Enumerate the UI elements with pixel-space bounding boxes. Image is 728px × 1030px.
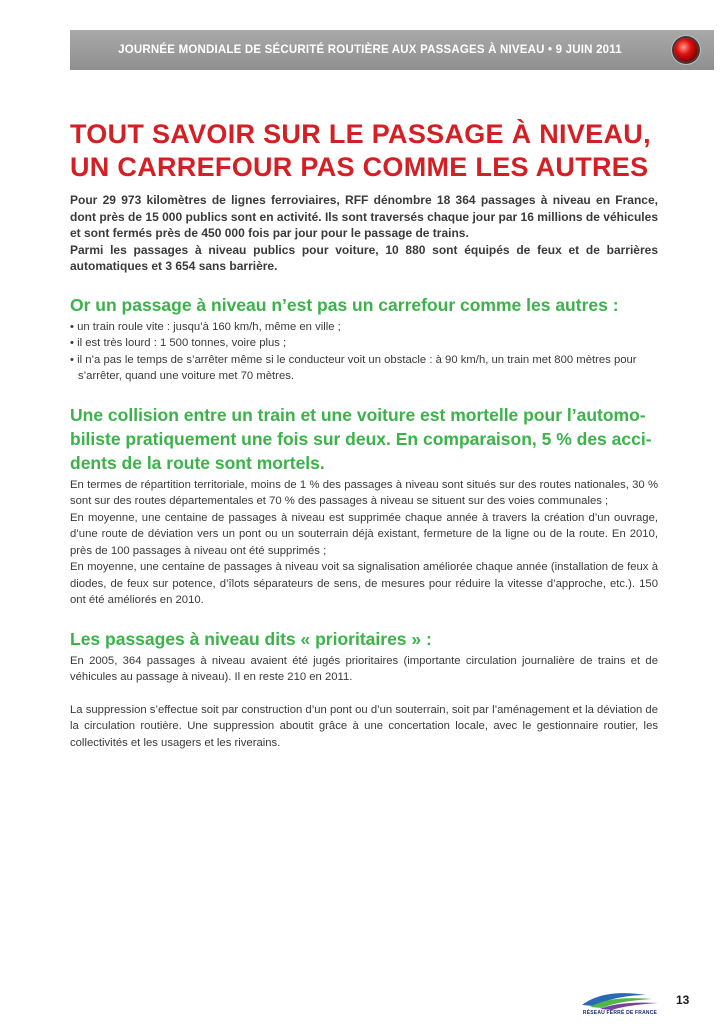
red-signal-light-icon (674, 38, 698, 62)
article (70, 118, 658, 751)
body-paragraph: En 2005, 364 passages à niveau avaient été jugés prioritaires (importante circulation journalière de trains et de véhicules au passage à niveau). Il en reste 210 en 2011. (70, 654, 658, 683)
page-number: 13 (676, 993, 690, 1007)
rff-logo (580, 989, 660, 1017)
body-paragraph: En moyenne, une centaine de passages à niveau est supprimée chaque année à travers la création d’un ouvrage, d’une route de déviation vers un pont ou un souterrain déjà existant, fermeture de la ligne ou de la route. En 2010, près de 100 passages à niveau ont été supprimés ; (70, 511, 658, 557)
bullet-list (70, 319, 658, 385)
header-bar (70, 30, 714, 70)
section-not-a-crossroad (70, 293, 658, 385)
lead-paragraph (70, 192, 658, 275)
rff-logo-icon (580, 989, 660, 1011)
header-band (0, 0, 728, 86)
lead-text-2: Parmi les passages à niveau publics pour voiture, 10 880 sont équipés de feux et de barrières automatiques et 3 654 sans barrière. (70, 242, 658, 273)
paragraph-gap (70, 686, 658, 702)
header-title: JOURNÉE MONDIALE DE SÉCURITÉ ROUTIÈRE AUX PASSAGES À NIVEAU • 9 JUIN 2011 (118, 44, 622, 56)
body-paragraph: En termes de répartition territoriale, moins de 1 % des passages à niveau sont situés sur des routes nationales, 30 % sont sur des routes départementales et 70 % des passages à niveau se situent sur des voies communales ; (70, 478, 658, 507)
lead-text-1: Pour 29 973 kilomètres de lignes ferroviaires, RFF dénombre 18 364 passages à niveau en France, dont près de 15 000 publics sont en activité. Ils sont traversés chaque jour par 16 millions de véhicules et sont fermés près de 450 000 fois par jour pour le passage de trains. (70, 193, 658, 240)
section-heading: Or un passage à niveau n’est pas un carrefour comme les autres : (70, 294, 619, 315)
article-title-line-1: TOUT SAVOIR SUR LE PASSAGE À NIVEAU, (70, 119, 651, 149)
section-heading: Une collision entre un train et une voiture est mortelle pour l’automo-biliste pratiquement une fois sur deux. En comparaison, 5 % des acci-dents de la route sont mortels. (70, 404, 652, 473)
section-priority-crossings (70, 627, 658, 752)
logo-text: RÉSEAU FERRÉ DE FRANCE (582, 1010, 658, 1016)
article-title (70, 118, 658, 184)
list-item: • un train roule vite : jusqu’à 160 km/h, même en ville ; (70, 320, 341, 333)
section-heading: Les passages à niveau dits « prioritaires » : (70, 628, 432, 649)
list-item: • il est très lourd : 1 500 tonnes, voire plus ; (70, 337, 287, 349)
list-item: • il n’a pas le temps de s’arrêter même si le conducteur voit un obstacle : à 90 km/h, un train met 800 mètres pour s’arrêter, quand une voiture met 70 mètres. (70, 353, 637, 382)
body-paragraph: En moyenne, une centaine de passages à niveau voit sa signalisation améliorée chaque année (installation de feux à diodes, de feux sur potence, d’îlots séparateurs de sens, de mesures pour réduire la vitesse d’approche, etc.). 150 ont été améliorés en 2010. (70, 561, 658, 606)
body-paragraph: La suppression s’effectue soit par construction d’un pont ou d’un souterrain, soit par l’aménagement et la déviation de la circulation routière. Une suppression aboutit grâce à une concertation locale, avec le gestionnaire routier, les collectivités et les usagers et les riverains. (70, 703, 658, 749)
article-title-line-2: UN CARREFOUR PAS COMME LES AUTRES (70, 152, 649, 182)
section-collision (70, 403, 658, 609)
